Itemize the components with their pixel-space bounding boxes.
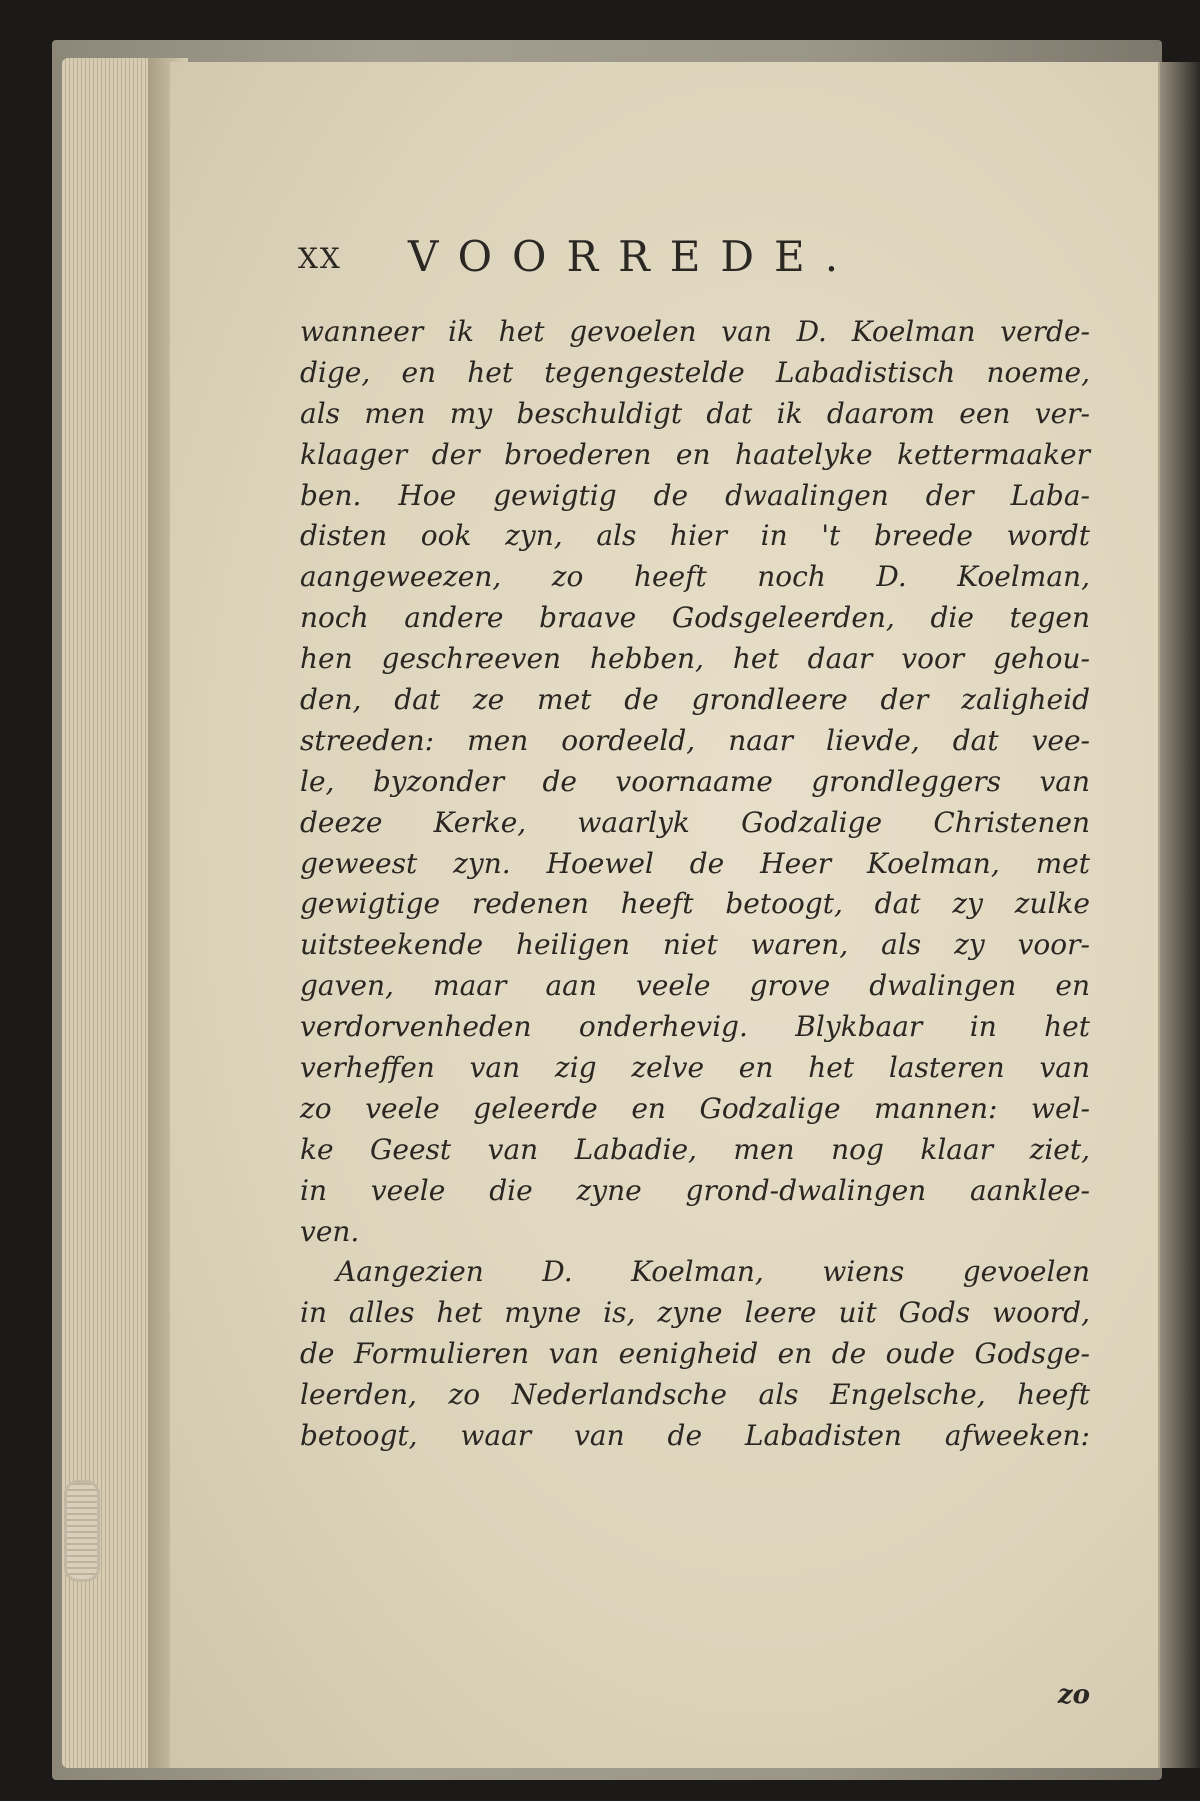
- text-line: aangeweezen, zo heeft noch D. Koelman,: [300, 560, 1090, 594]
- text-line: hen geschreeven hebben, het daar voor gehou-: [300, 642, 1090, 676]
- text-line: le, byzonder de voornaame grondleggers van: [300, 764, 1090, 798]
- text-line: klaager der broederen en haatelyke kettermaaker: [300, 437, 1090, 471]
- catchword: zo: [1057, 1680, 1090, 1710]
- text-line: Aangezien D. Koelman, wiens gevoelen: [336, 1255, 1090, 1289]
- text-line: noch andere braave Godsgeleerden, die tegen: [300, 601, 1090, 635]
- text-line: in veele die zyne grond-dwalingen aanklee-: [300, 1173, 1090, 1207]
- text-line: deeze Kerke, waarlyk Godzalige Christenen: [300, 805, 1090, 839]
- page-header: [170, 232, 1158, 292]
- text-line: betoogt, waar van de Labadisten afweeken:: [300, 1419, 1090, 1453]
- text-line: ben. Hoe gewigtig de dwaalingen der Laba-: [300, 478, 1090, 512]
- text-line: uitsteekende heiligen niet waren, als zy voor-: [300, 928, 1090, 962]
- text-line: wanneer ik het gevoelen van D. Koelman verde-: [300, 315, 1090, 348]
- text-line: verheffen van zig zelve en het lasteren van: [300, 1051, 1090, 1085]
- page-number: XX: [298, 242, 342, 275]
- text-line: gaven, maar aan veele grove dwalingen en: [300, 969, 1090, 1003]
- text-line: verdorvenheden onderhevig. Blykbaar in het: [300, 1010, 1090, 1044]
- text-line: zo veele geleerde en Godzalige mannen: wel-: [300, 1091, 1090, 1125]
- text-line: disten ook zyn, als hier in 't breede wordt: [300, 519, 1090, 553]
- text-line: in alles het myne is, zyne leere uit Gods woord,: [300, 1296, 1090, 1330]
- text-line: geweest zyn. Hoewel de Heer Koelman, met: [300, 846, 1090, 880]
- book-page: [170, 62, 1160, 1768]
- right-shadow-edge: [1158, 62, 1200, 1768]
- text-line: leerden, zo Nederlandsche als Engelsche, heeft: [300, 1378, 1090, 1412]
- body-text: [300, 312, 1090, 1457]
- running-head: VOORREDE.: [408, 232, 859, 281]
- text-line: ven.: [300, 1214, 360, 1248]
- text-line: streeden: men oordeeld, naar lievde, dat vee-: [300, 723, 1090, 757]
- text-line: gewigtige redenen heeft betoogt, dat zy zulke: [300, 887, 1090, 921]
- library-stamp: [64, 1480, 100, 1582]
- text-line: ke Geest van Labadie, men nog klaar ziet,: [300, 1132, 1090, 1166]
- text-line: dige, en het tegengestelde Labadistisch noeme,: [300, 355, 1090, 389]
- text-line: den, dat ze met de grondleere der zaligheid: [300, 683, 1090, 717]
- text-line: de Formulieren van eenigheid en de oude Godsge-: [300, 1337, 1090, 1371]
- text-line: als men my beschuldigt dat ik daarom een ver-: [300, 396, 1090, 430]
